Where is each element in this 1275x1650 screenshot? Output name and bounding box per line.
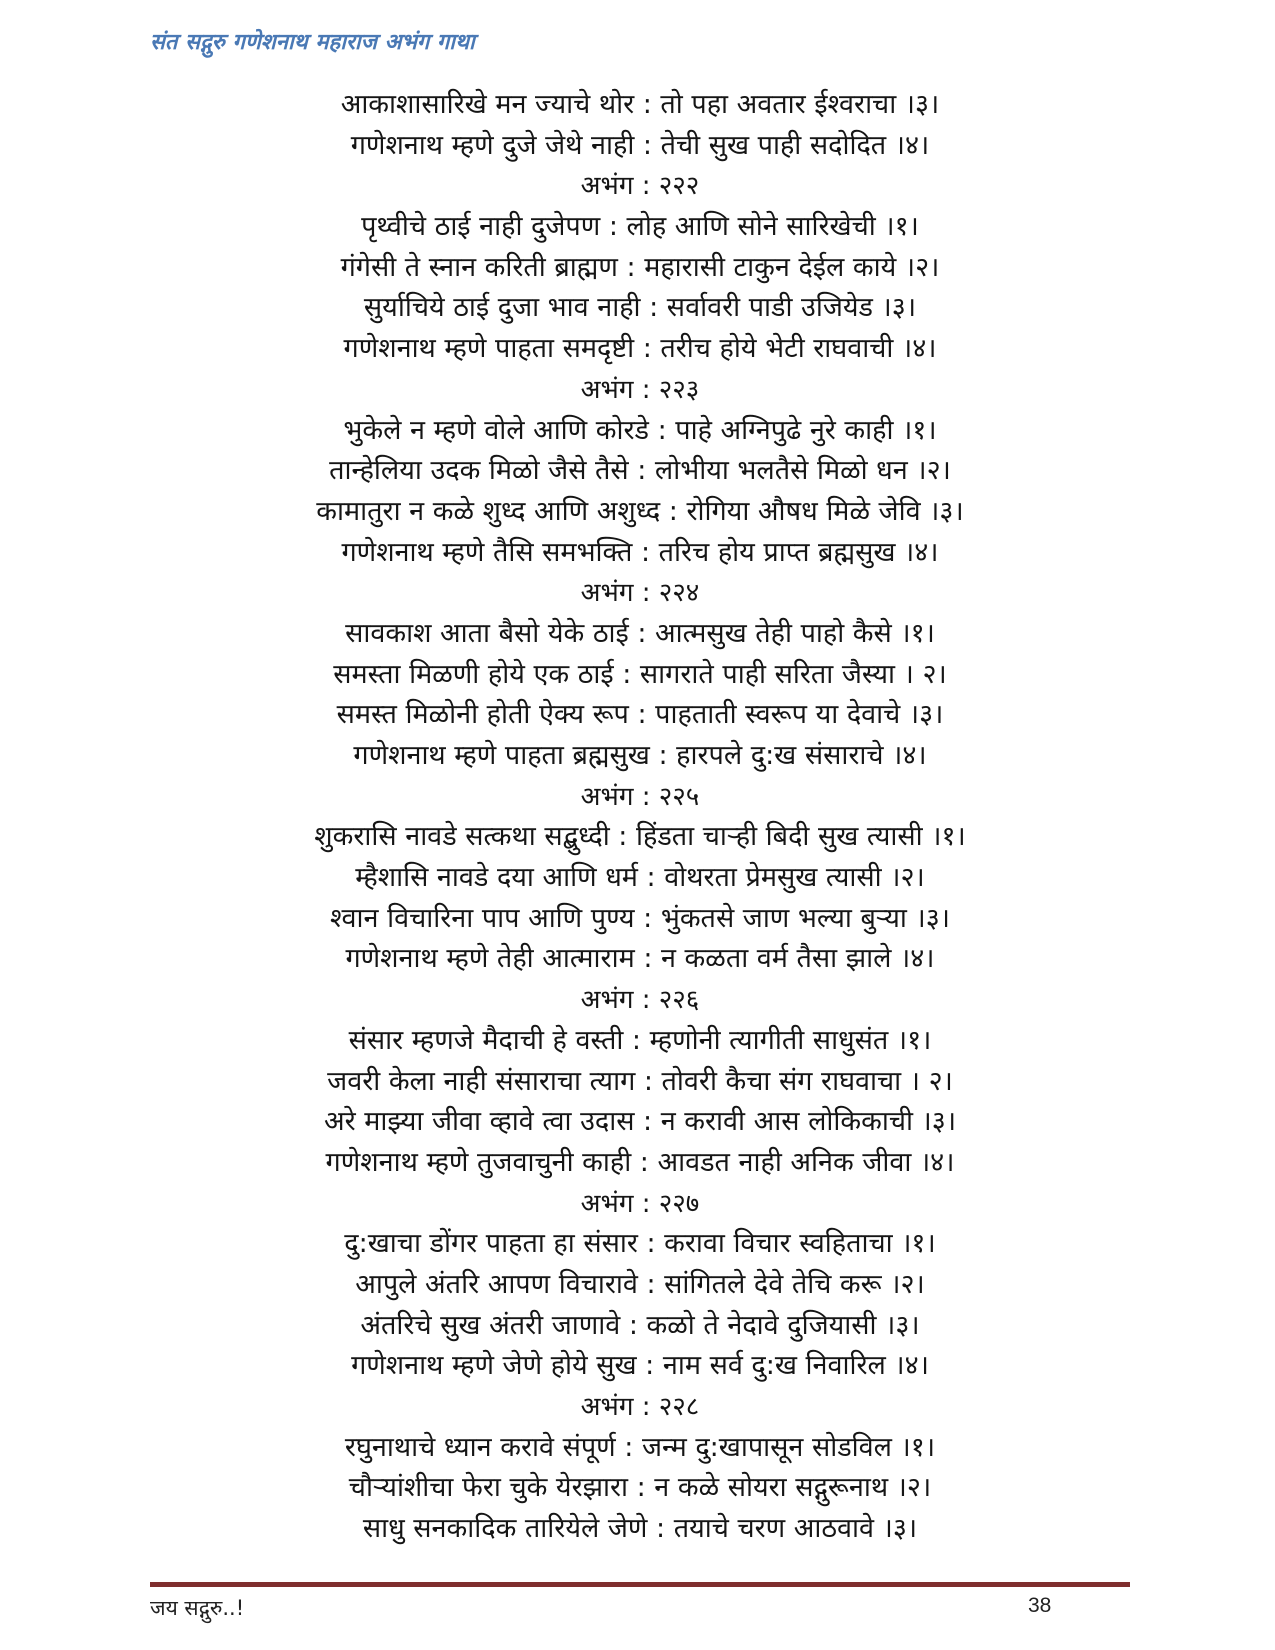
verse-line: अरे माझ्या जीवा व्हावे त्वा उदास : न करावी आस लोकिकाची ।३। [323, 1106, 957, 1138]
abhang-heading: अभंग : २२६ [580, 985, 700, 1016]
verse-line: दु:खाचा डोंगर पाहता हा संसार : करावा विचार स्वहिताचा ।१। [344, 1228, 936, 1260]
verse-line: रघुनाथाचे ध्यान करावे संपूर्ण : जन्म दु:खापासून सोडविल ।१। [344, 1431, 936, 1463]
verse-line: गणेशनाथ म्हणे तैसि समभक्ति : तरिच होय प्राप्त ब्रह्मसुख ।४। [341, 536, 939, 568]
verse-line: समस्ता मिळणी होये एक ठाई : सागराते पाही सरिता जैस्या । २। [333, 658, 947, 690]
page-header-title: संत सद्गुरु गणेशनाथ महाराज अभंग गाथा [150, 30, 475, 55]
footer-tagline: जय सद्गुरु..! [150, 1596, 245, 1620]
verse-line: गणेशनाथ म्हणे तेही आत्माराम : न कळता वर्म तैसा झाले ।४। [345, 943, 935, 975]
verse-line: म्हैशासि नावडे दया आणि धर्म : वोथरता प्रेमसुख त्यासी ।२। [355, 862, 925, 894]
verse-line: आपुले अंतरि आपण विचारावे : सांगितले देवे तेचि करू ।२। [355, 1268, 925, 1300]
verse-line: शुकरासि नावडे सत्कथा सद्बुध्दी : हिंडता चाऱ्ही बिदी सुख त्यासी ।१। [314, 821, 966, 853]
verse-line: साधु सनकादिक तारियेले जेणे : तयाचे चरण आठवावे ।३। [362, 1513, 918, 1545]
verse-line: समस्त मिळोनी होती ऐक्य रूप : पाहताती स्वरूप या देवाचे ।३। [336, 699, 944, 731]
verse-line: गणेशनाथ म्हणे दुजे जेथे नाही : तेची सुख पाही सदोदित ।४। [350, 129, 930, 161]
footer-divider [150, 1582, 1130, 1587]
abhang-heading: अभंग : २२७ [580, 1188, 700, 1219]
verse-line: अंतरिचे सुख अंतरी जाणावे : कळो ते नेदावे दुजियासी ।३। [360, 1309, 920, 1341]
verse-content [120, 85, 1160, 1550]
verse-line: आकाशासारिखे मन ज्याचे थोर : तो पहा अवतार ईश्वराचा ।३। [340, 89, 940, 120]
verse-line: गणेशनाथ म्हणे पाहता समदृष्टी : तरीच होये भेटी राघवाची ।४। [343, 333, 937, 365]
abhang-heading: अभंग : २२४ [580, 578, 700, 609]
verse-line: भुकेले न म्हणे वोले आणि कोरडे : पाहे अग्निपुढे नुरे काही ।१। [343, 414, 937, 446]
verse-line: जवरी केला नाही संसाराचा त्याग : तोवरी कैचा संग राघवाचा । २। [327, 1065, 953, 1097]
verse-line: गणेशनाथ म्हणे जेणे होये सुख : नाम सर्व दु:ख निवारिल ।४। [351, 1350, 929, 1382]
verse-line: गंगेसी ते स्नान करिती ब्राह्मण : महारासी टाकुन देईल काये ।२। [340, 251, 940, 283]
abhang-heading: अभंग : २२३ [580, 374, 700, 405]
abhang-heading: अभंग : २२२ [580, 171, 700, 202]
verse-line: कामातुरा न कळे शुध्द आणि अशुध्द : रोगिया औषध मिळे जेवि ।३। [316, 495, 964, 527]
verse-line: सुर्याचिये ठाई दुजा भाव नाही : सर्वावरी पाडी उजियेड ।३। [363, 292, 917, 324]
verse-line: चौऱ्यांशीचा फेरा चुके येरझारा : न कळे सोयरा सद्गुरूनाथ ।२। [348, 1472, 932, 1504]
verse-line: गणेशनाथ म्हणे तुजवाचुनी काही : आवडत नाही अनिक जीवा ।४। [325, 1146, 955, 1178]
verse-line: श्वान विचारिना पाप आणि पुण्य : भुंकतसे जाण भल्या बुऱ्या ।३। [330, 902, 950, 934]
verse-line: तान्हेलिया उदक मिळो जैसे तैसे : लोभीया भलतैसे मिळो धन ।२। [329, 455, 951, 487]
verse-line: संसार म्हणजे मैदाची हे वस्ती : म्हणोनी त्यागीती साधुसंत ।१। [348, 1024, 932, 1056]
verse-line: सावकाश आता बैसो येके ठाई : आत्मसुख तेही पाहो कैसे ।१। [345, 617, 935, 649]
verse-line: गणेशनाथ म्हणे पाहता ब्रह्मसुख : हारपले दु:ख संसाराचे ।४। [353, 740, 927, 771]
abhang-heading: अभंग : २२५ [580, 781, 700, 812]
verse-line: पृथ्वीचे ठाई नाही दुजेपण : लोह आणि सोने सारिखेची ।१। [361, 211, 919, 243]
page-number: 38 [1028, 1594, 1052, 1617]
abhang-heading: अभंग : २२८ [580, 1392, 700, 1422]
